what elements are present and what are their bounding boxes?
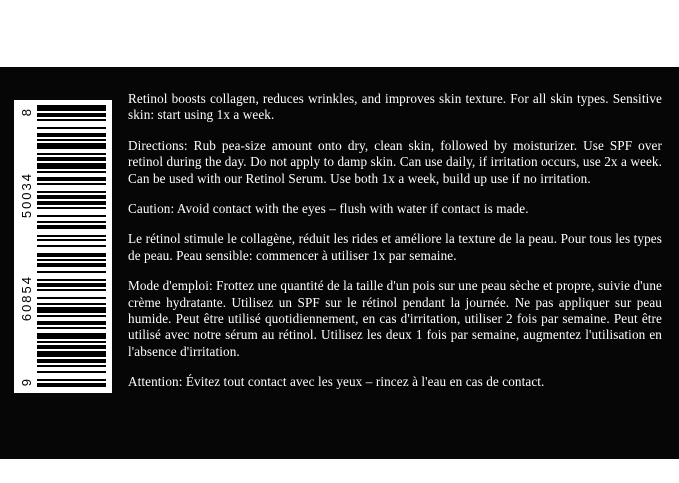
- product-label-panel: [0, 67, 679, 459]
- paragraph-caution-en: Caution: Avoid contact with the eyes – flush with water if contact is made.: [128, 201, 529, 217]
- paragraph-intro-fr: Le rétinol stimule le collagène, réduit les rides et améliore la texture de la peau. Pour tous les types de peau. Peau sensible: commencer à utiliser 1x par semaine.: [128, 231, 662, 263]
- barcode-digit-group-2: 60854: [19, 274, 34, 321]
- paragraph-directions-en: Directions: Rub pea-size amount onto dry, clean skin, followed by moisturizer. Use SPF over retinol during the day. Do not apply to damp skin. Can use daily, if irritation occurs, use 2x a week. Can be used with our Retinol Serum. Use both 1x a week, build up use if no irritation.: [128, 137, 662, 186]
- barcode-digits-left: [18, 105, 35, 388]
- paragraph-caution-fr: Attention: Évitez tout contact avec les yeux – rincez à l'eau en cas de contact.: [128, 374, 545, 390]
- barcode: [14, 100, 112, 393]
- barcode-bars: [37, 105, 106, 388]
- label-text-column: [128, 91, 662, 391]
- barcode-digit-group-1: 50034: [19, 172, 34, 219]
- barcode-digit-last: 9: [19, 376, 34, 386]
- paragraph-intro-en: Retinol boosts collagen, reduces wrinkles, and improves skin texture. For all skin types. Sensitive skin: start using 1x a week.: [128, 91, 662, 123]
- barcode-digit-first: 8: [19, 107, 34, 117]
- paragraph-directions-fr: Mode d'emploi: Frottez une quantité de la taille d'un pois sur une peau sèche et propre, suivie d'une crème hydratante. Utilisez un SPF sur le rétinol pendant la journée. Ne pas appliquer sur peau humide. Peut être utilisé quotidiennement, en cas d'irritation, utiliser 2 fois par semaine. Peut être utilisé avec notre sérum au rétinol. Utilisez les deux 1 fois par semaine, augmentez l'utilisation en l'absence d'irritation.: [128, 278, 662, 359]
